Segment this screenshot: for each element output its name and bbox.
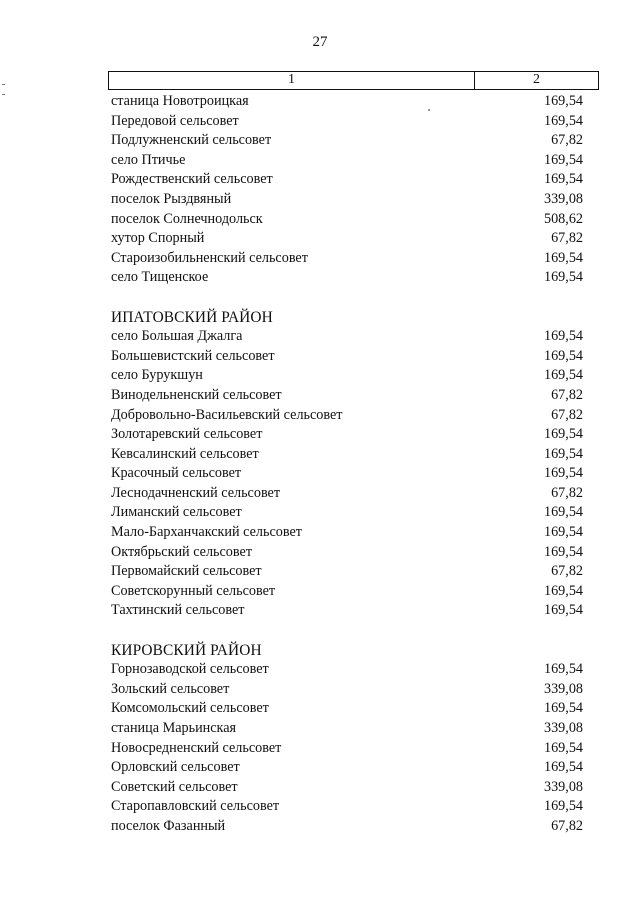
table-row <box>111 327 583 347</box>
settlement-value: 169,54 <box>543 739 583 756</box>
table-row <box>111 268 583 288</box>
settlement-value: 169,54 <box>543 504 583 521</box>
settlement-name: Мало-Барханчакский сельсовет <box>111 524 302 541</box>
table-row <box>111 660 583 680</box>
table-row <box>111 817 583 837</box>
table-row <box>111 112 583 132</box>
settlement-value: 169,54 <box>543 426 583 443</box>
settlement-value: 508,62 <box>543 210 583 227</box>
table-row <box>111 190 583 210</box>
table-row <box>111 680 583 700</box>
table-row <box>111 719 583 739</box>
settlement-name: село Тищенское <box>111 269 209 286</box>
settlement-name: хутор Спорный <box>111 230 205 247</box>
table-row <box>111 347 583 367</box>
settlement-name: Винодельненский сельсовет <box>111 386 282 403</box>
settlement-value: 67,82 <box>551 563 583 580</box>
settlement-value: 67,82 <box>551 132 583 149</box>
settlement-name: Подлужненский сельсовет <box>111 132 272 149</box>
section-title: КИРОВСКИЙ РАЙОН <box>111 641 262 659</box>
settlement-name: поселок Солнечнодольск <box>111 210 263 227</box>
settlement-name: Первомайский сельсовет <box>111 563 262 580</box>
settlement-value: 169,54 <box>543 367 583 384</box>
table-row <box>111 543 583 563</box>
settlement-value: 169,54 <box>543 93 583 109</box>
table-row <box>111 445 583 465</box>
section-spacer <box>111 288 583 308</box>
settlement-value: 169,54 <box>543 543 583 560</box>
table-row <box>111 601 583 621</box>
settlement-name: село Птичье <box>111 151 186 168</box>
column-header-1: 1 <box>109 72 475 89</box>
table-row <box>111 249 583 269</box>
settlement-name: село Большая Джалга <box>111 328 243 345</box>
settlement-name: Рождественский сельсовет <box>111 171 273 188</box>
table-row <box>111 797 583 817</box>
settlement-value: 67,82 <box>551 484 583 501</box>
settlement-list <box>111 92 583 837</box>
settlement-name: Большевистский сельсовет <box>111 347 275 364</box>
settlement-name: Советскорунный сельсовет <box>111 582 276 599</box>
settlement-name: Советский сельсовет <box>111 778 238 795</box>
table-row <box>111 92 583 112</box>
settlement-value: 169,54 <box>543 171 583 188</box>
table-row <box>111 425 583 445</box>
settlement-name: станица Новотроицкая <box>111 93 249 109</box>
settlement-value: 67,82 <box>551 386 583 403</box>
settlement-name: Горнозаводской сельсовет <box>111 661 269 678</box>
settlement-name: Орловский сельсовет <box>111 759 240 776</box>
settlement-name: Добровольно-Васильевский сельсовет <box>111 406 343 423</box>
settlement-value: 67,82 <box>551 817 583 834</box>
settlement-name: село Бурукшун <box>111 367 203 384</box>
table-row <box>111 366 583 386</box>
settlement-name: Староизобильненский сельсовет <box>111 249 308 266</box>
table-header <box>108 71 599 90</box>
table-row <box>111 503 583 523</box>
table-row <box>111 386 583 406</box>
table-row <box>111 210 583 230</box>
table-row <box>111 151 583 171</box>
settlement-value: 67,82 <box>551 406 583 423</box>
settlement-name: станица Марьинская <box>111 720 237 736</box>
scan-dot <box>428 109 430 111</box>
table-row <box>111 484 583 504</box>
settlement-name: Передовой сельсовет <box>111 112 239 129</box>
table-row <box>111 758 583 778</box>
settlement-value: 339,08 <box>543 720 583 736</box>
settlement-value: 169,54 <box>543 249 583 266</box>
table-row <box>111 229 583 249</box>
settlement-value: 67,82 <box>551 230 583 247</box>
settlement-value: 169,54 <box>543 328 583 345</box>
table-row <box>111 406 583 426</box>
settlement-name: Леснодачненский сельсовет <box>111 484 281 501</box>
table-row <box>111 131 583 151</box>
scan-mark <box>2 94 5 95</box>
settlement-value: 169,54 <box>543 465 583 482</box>
column-header-2: 2 <box>533 72 540 87</box>
settlement-value: 339,08 <box>543 680 583 697</box>
settlement-value: 169,54 <box>543 524 583 541</box>
settlement-value: 169,54 <box>543 700 583 717</box>
settlement-value: 339,08 <box>543 778 583 795</box>
table-row <box>111 170 583 190</box>
scan-mark <box>2 84 5 85</box>
settlement-value: 169,54 <box>543 445 583 462</box>
settlement-name: Зольский сельсовет <box>111 680 230 697</box>
settlement-name: Тахтинский сельсовет <box>111 602 245 619</box>
settlement-value: 169,54 <box>543 582 583 599</box>
settlement-name: поселок Фазанный <box>111 817 226 834</box>
settlement-value: 169,54 <box>543 112 583 129</box>
table-row <box>111 523 583 543</box>
settlement-name: Комсомольский сельсовет <box>111 700 269 717</box>
settlement-value: 169,54 <box>543 269 583 286</box>
settlement-name: Октябрьский сельсовет <box>111 543 253 560</box>
table-row <box>111 562 583 582</box>
settlement-value: 169,54 <box>543 602 583 619</box>
settlement-name: Новосредненский сельсовет <box>111 739 282 756</box>
settlement-name: поселок Рыздвяный <box>111 190 232 207</box>
settlement-value: 169,54 <box>543 347 583 364</box>
section-spacer <box>111 621 583 641</box>
settlement-name: Кевсалинский сельсовет <box>111 445 259 462</box>
settlement-name: Старопавловский сельсовет <box>111 798 280 815</box>
table-row <box>111 778 583 798</box>
settlement-value: 339,08 <box>543 190 583 207</box>
table-row <box>111 699 583 719</box>
page-number: 27 <box>312 34 328 50</box>
settlement-name: Лиманский сельсовет <box>111 504 242 521</box>
settlement-value: 169,54 <box>543 759 583 776</box>
settlement-value: 169,54 <box>543 798 583 815</box>
section-title: ИПАТОВСКИЙ РАЙОН <box>111 308 273 326</box>
settlement-value: 169,54 <box>543 661 583 678</box>
table-row <box>111 739 583 759</box>
settlement-name: Золотаревский сельсовет <box>111 426 263 443</box>
table-row <box>111 582 583 602</box>
settlement-value: 169,54 <box>543 151 583 168</box>
settlement-name: Красочный сельсовет <box>111 465 242 482</box>
table-row <box>111 464 583 484</box>
